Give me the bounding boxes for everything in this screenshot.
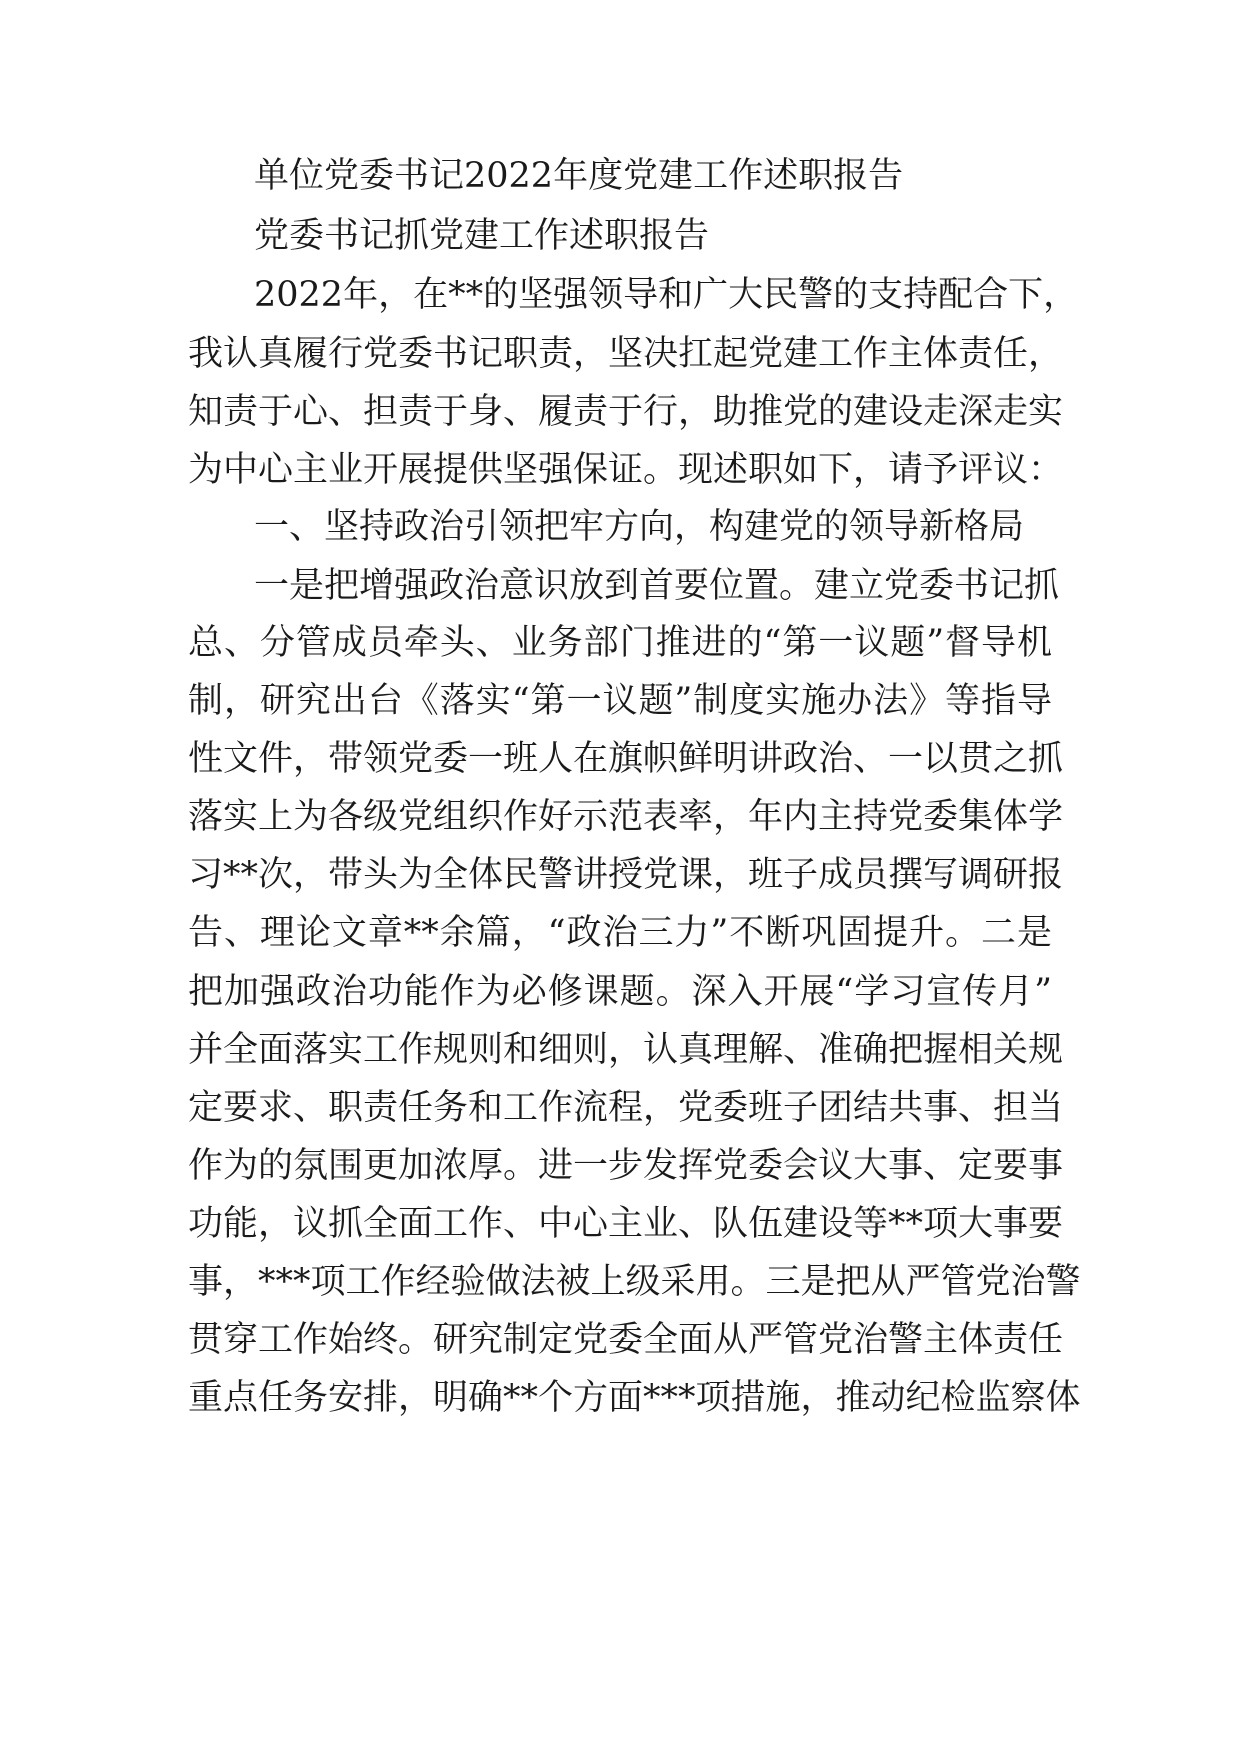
paragraph-line: 落实上为各级党组织作好示范表率，年内主持党委集体学 xyxy=(188,797,1064,837)
paragraph-line: 2022年，在**的坚强领导和广大民警的支持配合下， xyxy=(254,275,1079,315)
paragraph-line: 告、理论文章**余篇，“政治三力”不断巩固提升。二是 xyxy=(188,913,1052,953)
paragraph-line: 总、分管成员牵头、业务部门推进的“第一议题”督导机 xyxy=(188,623,1052,663)
paragraph-line: 把加强政治功能作为必修课题。深入开展“学习宣传月” xyxy=(188,972,1052,1012)
document-title: 单位党委书记2022年度党建工作述职报告 xyxy=(254,156,904,196)
paragraph-line: 性文件，带领党委一班人在旗帜鲜明讲政治、一以贯之抓 xyxy=(188,739,1064,779)
paragraph-line: 贯穿工作始终。研究制定党委全面从严管党治警主体责任 xyxy=(188,1320,1064,1360)
paragraph-line: 习**次，带头为全体民警讲授党课，班子成员撰写调研报 xyxy=(188,855,1064,895)
section-heading: 一、坚持政治引领把牢方向，构建党的领导新格局 xyxy=(254,507,1025,547)
paragraph-line: 制，研究出台《落实“第一议题”制度实施办法》等指导 xyxy=(188,681,1052,721)
paragraph-line: 事，***项工作经验做法被上级采用。三是把从严管党治警 xyxy=(188,1262,1081,1302)
paragraph-line: 我认真履行党委书记职责，坚决扛起党建工作主体责任， xyxy=(188,334,1064,374)
paragraph-line: 知责于心、担责于身、履责于行，助推党的建设走深走实 xyxy=(188,392,1064,432)
paragraph-line: 并全面落实工作规则和细则，认真理解、准确把握相关规 xyxy=(188,1030,1064,1070)
paragraph-line: 作为的氛围更加浓厚。进一步发挥党委会议大事、定要事 xyxy=(188,1146,1064,1186)
paragraph-line: 一是把增强政治意识放到首要位置。建立党委书记抓 xyxy=(254,566,1060,606)
paragraph-line: 功能，议抓全面工作、中心主业、队伍建设等**项大事要 xyxy=(188,1204,1064,1244)
paragraph-line: 定要求、职责任务和工作流程，党委班子团结共事、担当 xyxy=(188,1088,1064,1128)
paragraph-line: 为中心主业开展提供坚强保证。现述职如下，请予评议： xyxy=(188,450,1064,490)
paragraph-line: 重点任务安排，明确**个方面***项措施，推动纪检监察体 xyxy=(188,1378,1081,1418)
document-subtitle: 党委书记抓党建工作述职报告 xyxy=(254,216,710,256)
